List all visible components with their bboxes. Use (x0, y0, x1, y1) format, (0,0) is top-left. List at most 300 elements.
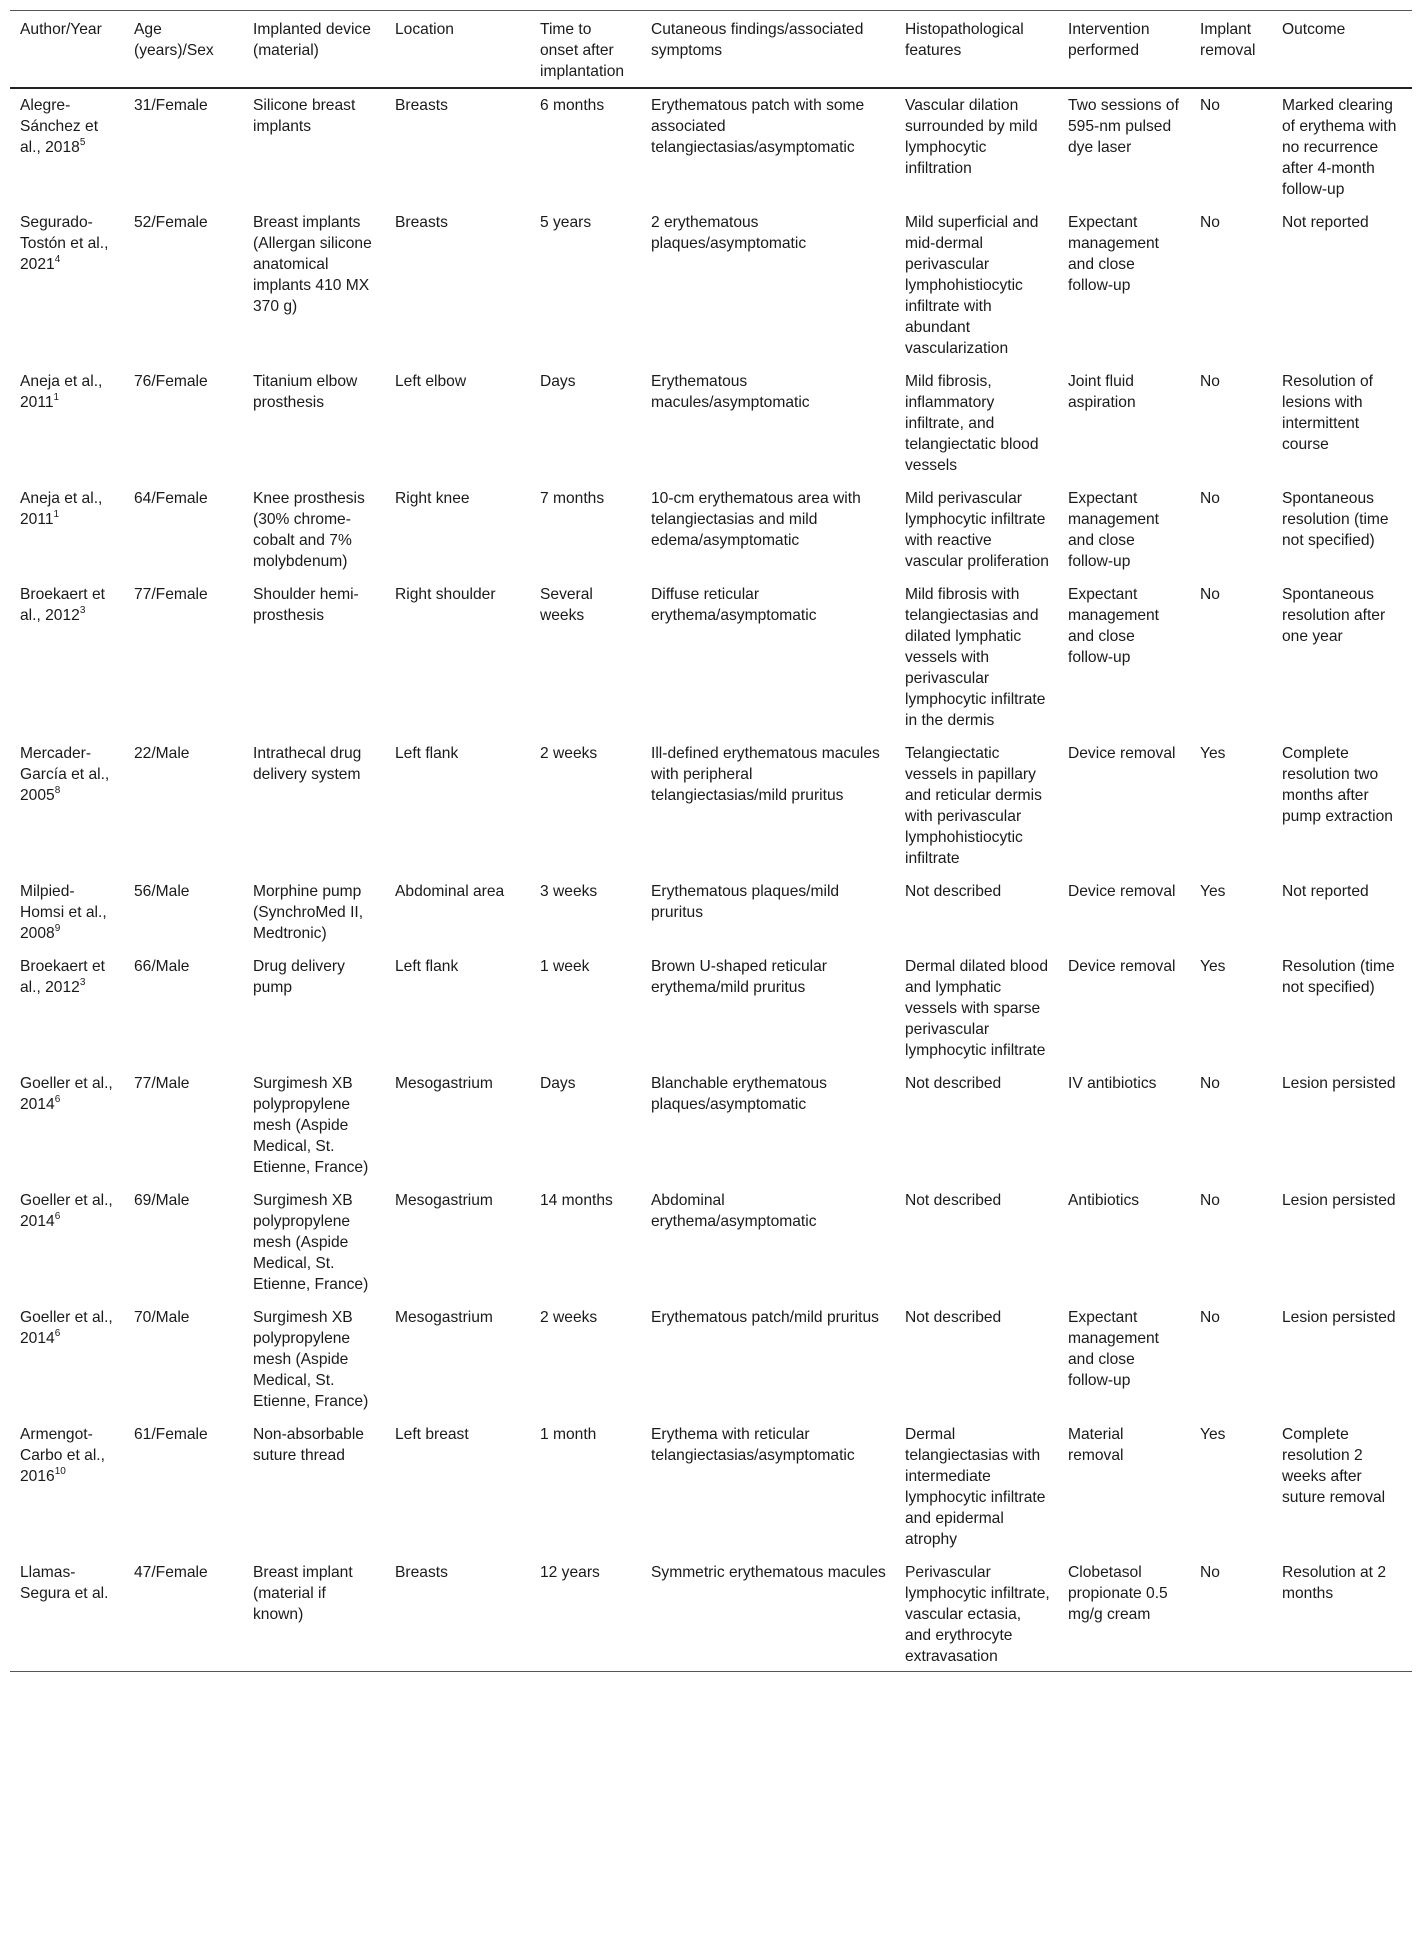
cutaneous-findings-text: Abdominal erythema/asymptomatic (651, 1192, 817, 1230)
onset-time-text: Days (540, 1075, 576, 1092)
author-year-cell (10, 206, 124, 365)
histopathology-text: Vascular dilation surrounded by mild lymphocytic infiltration (905, 97, 1038, 177)
location-cell (385, 1418, 530, 1556)
cutaneous-findings-text: Erythema with reticular telangiectasias/asymptomatic (651, 1426, 855, 1464)
outcome-cell (1272, 737, 1412, 875)
cutaneous-findings-text: Erythematous patch/mild pruritus (651, 1309, 879, 1326)
implanted-device-text: Shoulder hemi-prosthesis (253, 586, 359, 624)
location-cell (385, 88, 530, 206)
location-cell (385, 1301, 530, 1418)
location-cell (385, 206, 530, 365)
cutaneous-findings-text: Brown U-shaped reticular erythema/mild pruritus (651, 958, 827, 996)
cutaneous-findings-text: Diffuse reticular erythema/asymptomatic (651, 586, 817, 624)
age-sex-text: 70/Male (134, 1309, 190, 1326)
cutaneous-findings-cell (641, 206, 895, 365)
implant-removal-cell (1190, 578, 1272, 737)
onset-time-cell (530, 1301, 641, 1418)
histopathology-cell (895, 1556, 1058, 1672)
implant-removal-text: Yes (1200, 1426, 1226, 1443)
onset-time-text: 7 months (540, 490, 605, 507)
age-sex-text: 66/Male (134, 958, 190, 975)
reference-superscript: 9 (54, 922, 61, 934)
reference-superscript: 10 (54, 1465, 66, 1477)
intervention-cell (1058, 482, 1190, 578)
location-cell (385, 482, 530, 578)
age-sex-cell (124, 206, 243, 365)
age-sex-text: 77/Male (134, 1075, 190, 1092)
outcome-cell (1272, 1301, 1412, 1418)
implant-removal-cell (1190, 1556, 1272, 1672)
case-reports-table (10, 10, 1412, 1672)
outcome-text: Lesion persisted (1282, 1309, 1396, 1326)
histopathology-cell (895, 1418, 1058, 1556)
onset-time-text: 5 years (540, 214, 592, 231)
author-year-cell (10, 1556, 124, 1672)
histopathology-text: Dermal telangiectasias with intermediate lymphocytic infiltrate and epidermal atrophy (905, 1426, 1046, 1548)
age-sex-cell (124, 737, 243, 875)
onset-time-cell (530, 875, 641, 950)
author-year-text: Llamas-Segura et al. (20, 1564, 109, 1602)
author-year-text: Broekaert et al., 2012 (20, 586, 105, 624)
cutaneous-findings-cell (641, 1301, 895, 1418)
histopathology-text: Perivascular lymphocytic infiltrate, vascular ectasia, and erythrocyte extravasation (905, 1564, 1050, 1665)
intervention-text: Clobetasol propionate 0.5 mg/g cream (1068, 1564, 1168, 1623)
author-year-cell (10, 1184, 124, 1301)
column-header: Cutaneous findings/associated symptoms (641, 11, 895, 89)
cutaneous-findings-cell (641, 578, 895, 737)
reference-superscript: 1 (53, 508, 60, 520)
histopathology-cell (895, 482, 1058, 578)
table-row (10, 950, 1412, 1067)
location-text: Left flank (395, 745, 459, 762)
author-year-cell (10, 365, 124, 482)
intervention-cell (1058, 950, 1190, 1067)
implanted-device-text: Knee prosthesis (30% chrome-cobalt and 7% molybdenum) (253, 490, 365, 570)
histopathology-cell (895, 1301, 1058, 1418)
intervention-text: Two sessions of 595-nm pulsed dye laser (1068, 97, 1179, 156)
location-text: Left elbow (395, 373, 467, 390)
age-sex-text: 64/Female (134, 490, 208, 507)
histopathology-text: Not described (905, 1309, 1002, 1326)
histopathology-cell (895, 206, 1058, 365)
intervention-cell (1058, 1556, 1190, 1672)
location-text: Mesogastrium (395, 1075, 493, 1092)
cutaneous-findings-text: Blanchable erythematous plaques/asymptomatic (651, 1075, 827, 1113)
age-sex-cell (124, 1418, 243, 1556)
location-cell (385, 578, 530, 737)
column-header: Implanted device (material) (243, 11, 385, 89)
intervention-cell (1058, 1301, 1190, 1418)
outcome-text: Not reported (1282, 214, 1369, 231)
implanted-device-text: Drug delivery pump (253, 958, 345, 996)
author-year-text: Goeller et al., 2014 (20, 1075, 113, 1113)
implanted-device-cell (243, 1184, 385, 1301)
column-header: Intervention performed (1058, 11, 1190, 89)
implant-removal-cell (1190, 1301, 1272, 1418)
onset-time-text: 12 years (540, 1564, 600, 1581)
cutaneous-findings-cell (641, 1418, 895, 1556)
outcome-text: Complete resolution two months after pump extraction (1282, 745, 1393, 825)
reference-superscript: 4 (54, 253, 61, 265)
location-text: Right knee (395, 490, 470, 507)
outcome-text: Resolution of lesions with intermittent course (1282, 373, 1374, 453)
column-header: Outcome (1272, 11, 1412, 89)
location-cell (385, 875, 530, 950)
outcome-text: Resolution at 2 months (1282, 1564, 1387, 1602)
implanted-device-text: Breast implant (material if known) (253, 1564, 353, 1623)
implant-removal-text: No (1200, 373, 1220, 390)
intervention-text: Expectant management and close follow-up (1068, 214, 1160, 294)
author-year-cell (10, 482, 124, 578)
age-sex-cell (124, 88, 243, 206)
column-header: Implant removal (1190, 11, 1272, 89)
onset-time-text: 1 week (540, 958, 590, 975)
onset-time-cell (530, 578, 641, 737)
implanted-device-text: Titanium elbow prosthesis (253, 373, 358, 411)
age-sex-cell (124, 1184, 243, 1301)
reference-superscript: 6 (54, 1210, 61, 1222)
histopathology-text: Not described (905, 883, 1002, 900)
author-year-cell (10, 578, 124, 737)
onset-time-cell (530, 88, 641, 206)
location-cell (385, 1067, 530, 1184)
implant-removal-cell (1190, 950, 1272, 1067)
intervention-text: Expectant management and close follow-up (1068, 490, 1160, 570)
implanted-device-cell (243, 1556, 385, 1672)
histopathology-text: Not described (905, 1075, 1002, 1092)
implant-removal-cell (1190, 1418, 1272, 1556)
age-sex-text: 31/Female (134, 97, 208, 114)
implanted-device-cell (243, 365, 385, 482)
age-sex-text: 69/Male (134, 1192, 190, 1209)
outcome-cell (1272, 950, 1412, 1067)
location-text: Right shoulder (395, 586, 496, 603)
onset-time-text: 6 months (540, 97, 605, 114)
outcome-text: Spontaneous resolution after one year (1282, 586, 1386, 645)
age-sex-cell (124, 482, 243, 578)
cutaneous-findings-cell (641, 365, 895, 482)
outcome-cell (1272, 578, 1412, 737)
location-text: Breasts (395, 214, 448, 231)
implanted-device-text: Morphine pump (SynchroMed II, Medtronic) (253, 883, 364, 942)
cutaneous-findings-text: Erythematous plaques/mild pruritus (651, 883, 840, 921)
table-row (10, 737, 1412, 875)
histopathology-text: Mild superficial and mid-dermal perivascular lymphohistiocytic infiltrate with abundant vascularization (905, 214, 1039, 357)
table-row (10, 365, 1412, 482)
cutaneous-findings-cell (641, 950, 895, 1067)
histopathology-cell (895, 875, 1058, 950)
histopathology-cell (895, 1067, 1058, 1184)
author-year-text: Milpied-Homsi et al., 2008 (20, 883, 107, 942)
histopathology-text: Mild fibrosis, inflammatory infiltrate, and telangiectatic blood vessels (905, 373, 1039, 474)
outcome-cell (1272, 1067, 1412, 1184)
location-cell (385, 1184, 530, 1301)
author-year-cell (10, 875, 124, 950)
implanted-device-cell (243, 950, 385, 1067)
table-row (10, 1184, 1412, 1301)
intervention-cell (1058, 88, 1190, 206)
reference-superscript: 1 (53, 391, 60, 403)
outcome-text: Resolution (time not specified) (1282, 958, 1395, 996)
outcome-text: Complete resolution 2 weeks after suture removal (1282, 1426, 1386, 1506)
table-row (10, 206, 1412, 365)
implanted-device-text: Silicone breast implants (253, 97, 356, 135)
onset-time-cell (530, 1418, 641, 1556)
onset-time-cell (530, 1556, 641, 1672)
intervention-text: Device removal (1068, 745, 1176, 762)
implant-removal-cell (1190, 875, 1272, 950)
location-text: Mesogastrium (395, 1192, 493, 1209)
implant-removal-cell (1190, 365, 1272, 482)
column-header: Histopathological features (895, 11, 1058, 89)
implanted-device-cell (243, 875, 385, 950)
author-year-text: Alegre-Sánchez et al., 2018 (20, 97, 99, 156)
implanted-device-cell (243, 206, 385, 365)
author-year-cell (10, 737, 124, 875)
author-year-text: Armengot-Carbo et al., 2016 (20, 1426, 105, 1485)
outcome-text: Lesion persisted (1282, 1192, 1396, 1209)
author-year-text: Segurado-Tostón et al., 2021 (20, 214, 109, 273)
location-cell (385, 737, 530, 875)
cutaneous-findings-text: Ill-defined erythematous macules with peripheral telangiectasias/mild pruritus (651, 745, 880, 804)
histopathology-cell (895, 737, 1058, 875)
age-sex-cell (124, 1067, 243, 1184)
reference-superscript: 3 (79, 604, 86, 616)
implanted-device-text: Surgimesh XB polypropylene mesh (Aspide Medical, St. Etienne, France) (253, 1309, 369, 1410)
age-sex-text: 52/Female (134, 214, 208, 231)
implant-removal-cell (1190, 206, 1272, 365)
location-text: Left flank (395, 958, 459, 975)
onset-time-cell (530, 482, 641, 578)
author-year-text: Mercader-García et al., 2005 (20, 745, 110, 804)
outcome-text: Marked clearing of erythema with no recurrence after 4-month follow-up (1282, 97, 1397, 198)
column-header: Age (years)/Sex (124, 11, 243, 89)
cutaneous-findings-cell (641, 737, 895, 875)
intervention-text: Joint fluid aspiration (1068, 373, 1136, 411)
histopathology-cell (895, 950, 1058, 1067)
implanted-device-text: Intrathecal drug delivery system (253, 745, 362, 783)
age-sex-cell (124, 875, 243, 950)
age-sex-cell (124, 1301, 243, 1418)
location-cell (385, 1556, 530, 1672)
outcome-text: Not reported (1282, 883, 1369, 900)
histopathology-cell (895, 578, 1058, 737)
table-container (10, 10, 1412, 1672)
onset-time-text: 14 months (540, 1192, 613, 1209)
reference-superscript: 5 (79, 136, 86, 148)
column-header: Location (385, 11, 530, 89)
intervention-text: Device removal (1068, 883, 1176, 900)
outcome-cell (1272, 206, 1412, 365)
author-year-cell (10, 1067, 124, 1184)
author-year-text: Aneja et al., 2011 (20, 490, 103, 528)
reference-superscript: 3 (79, 976, 86, 988)
table-row (10, 1301, 1412, 1418)
onset-time-text: 3 weeks (540, 883, 598, 900)
onset-time-cell (530, 950, 641, 1067)
implanted-device-text: Surgimesh XB polypropylene mesh (Aspide Medical, St. Etienne, France) (253, 1075, 369, 1176)
location-text: Mesogastrium (395, 1309, 493, 1326)
cutaneous-findings-cell (641, 1184, 895, 1301)
author-year-cell (10, 88, 124, 206)
cutaneous-findings-text: 10-cm erythematous area with telangiectasias and mild edema/asymptomatic (651, 490, 861, 549)
author-year-text: Goeller et al., 2014 (20, 1192, 113, 1230)
implant-removal-text: No (1200, 1564, 1220, 1581)
intervention-cell (1058, 1418, 1190, 1556)
age-sex-text: 76/Female (134, 373, 208, 390)
author-year-text: Goeller et al., 2014 (20, 1309, 113, 1347)
implant-removal-text: Yes (1200, 745, 1226, 762)
implant-removal-text: Yes (1200, 958, 1226, 975)
intervention-cell (1058, 578, 1190, 737)
intervention-cell (1058, 365, 1190, 482)
outcome-cell (1272, 482, 1412, 578)
location-text: Breasts (395, 1564, 448, 1581)
implant-removal-text: No (1200, 1309, 1220, 1326)
table-row (10, 1067, 1412, 1184)
outcome-cell (1272, 88, 1412, 206)
age-sex-text: 56/Male (134, 883, 190, 900)
implanted-device-cell (243, 1067, 385, 1184)
author-year-cell (10, 1418, 124, 1556)
implant-removal-text: No (1200, 1075, 1220, 1092)
implant-removal-cell (1190, 88, 1272, 206)
table-row (10, 578, 1412, 737)
implant-removal-cell (1190, 1067, 1272, 1184)
outcome-text: Spontaneous resolution (time not specified) (1282, 490, 1389, 549)
onset-time-cell (530, 1184, 641, 1301)
implanted-device-text: Breast implants (Allergan silicone anatomical implants 410 MX 370 g) (253, 214, 372, 315)
histopathology-text: Mild fibrosis with telangiectasias and dilated lymphatic vessels with perivascular lymphocytic infiltrate in the dermis (905, 586, 1046, 729)
table-row (10, 1418, 1412, 1556)
implant-removal-cell (1190, 737, 1272, 875)
implant-removal-text: No (1200, 1192, 1220, 1209)
reference-superscript: 8 (54, 784, 61, 796)
location-text: Breasts (395, 97, 448, 114)
implanted-device-text: Non-absorbable suture thread (253, 1426, 364, 1464)
histopathology-cell (895, 88, 1058, 206)
intervention-text: IV antibiotics (1068, 1075, 1157, 1092)
age-sex-cell (124, 1556, 243, 1672)
implant-removal-text: No (1200, 214, 1220, 231)
age-sex-text: 77/Female (134, 586, 208, 603)
author-year-text: Aneja et al., 2011 (20, 373, 103, 411)
reference-superscript: 6 (54, 1327, 61, 1339)
reference-superscript: 6 (54, 1093, 61, 1105)
outcome-cell (1272, 1556, 1412, 1672)
implant-removal-text: No (1200, 586, 1220, 603)
header-row (10, 11, 1412, 89)
implanted-device-cell (243, 1301, 385, 1418)
location-text: Left breast (395, 1426, 469, 1443)
onset-time-text: 1 month (540, 1426, 597, 1443)
location-cell (385, 950, 530, 1067)
author-year-cell (10, 1301, 124, 1418)
cutaneous-findings-cell (641, 1556, 895, 1672)
onset-time-text: 2 weeks (540, 745, 598, 762)
implanted-device-text: Surgimesh XB polypropylene mesh (Aspide Medical, St. Etienne, France) (253, 1192, 369, 1293)
table-row (10, 482, 1412, 578)
cutaneous-findings-cell (641, 1067, 895, 1184)
implant-removal-text: No (1200, 97, 1220, 114)
intervention-text: Material removal (1068, 1426, 1124, 1464)
column-header: Author/Year (10, 11, 124, 89)
author-year-text: Broekaert et al., 2012 (20, 958, 105, 996)
table-row (10, 1556, 1412, 1672)
intervention-cell (1058, 206, 1190, 365)
histopathology-text: Dermal dilated blood and lymphatic vessels with sparse perivascular lymphocytic infiltrate (905, 958, 1049, 1059)
histopathology-cell (895, 365, 1058, 482)
onset-time-cell (530, 365, 641, 482)
implanted-device-cell (243, 482, 385, 578)
cutaneous-findings-cell (641, 482, 895, 578)
onset-time-text: Days (540, 373, 576, 390)
onset-time-text: 2 weeks (540, 1309, 598, 1326)
intervention-text: Expectant management and close follow-up (1068, 1309, 1160, 1389)
age-sex-cell (124, 365, 243, 482)
intervention-cell (1058, 1067, 1190, 1184)
outcome-cell (1272, 1418, 1412, 1556)
column-header: Time to onset after implantation (530, 11, 641, 89)
table-row (10, 875, 1412, 950)
author-year-cell (10, 950, 124, 1067)
outcome-text: Lesion persisted (1282, 1075, 1396, 1092)
implanted-device-cell (243, 88, 385, 206)
age-sex-text: 47/Female (134, 1564, 208, 1581)
cutaneous-findings-text: Erythematous patch with some associated telangiectasias/asymptomatic (651, 97, 865, 156)
age-sex-text: 22/Male (134, 745, 190, 762)
histopathology-text: Not described (905, 1192, 1002, 1209)
cutaneous-findings-cell (641, 875, 895, 950)
implant-removal-cell (1190, 482, 1272, 578)
outcome-cell (1272, 1184, 1412, 1301)
age-sex-cell (124, 950, 243, 1067)
cutaneous-findings-text: Symmetric erythematous macules (651, 1564, 886, 1581)
implanted-device-cell (243, 578, 385, 737)
intervention-cell (1058, 875, 1190, 950)
intervention-cell (1058, 1184, 1190, 1301)
intervention-text: Expectant management and close follow-up (1068, 586, 1160, 666)
outcome-cell (1272, 875, 1412, 950)
histopathology-cell (895, 1184, 1058, 1301)
table-body (10, 88, 1412, 1672)
onset-time-cell (530, 206, 641, 365)
histopathology-text: Telangiectatic vessels in papillary and reticular dermis with perivascular lymphohistiocytic infiltrate (905, 745, 1042, 867)
implant-removal-text: Yes (1200, 883, 1226, 900)
implanted-device-cell (243, 737, 385, 875)
implanted-device-cell (243, 1418, 385, 1556)
onset-time-cell (530, 1067, 641, 1184)
age-sex-cell (124, 578, 243, 737)
location-text: Abdominal area (395, 883, 505, 900)
onset-time-text: Several weeks (540, 586, 593, 624)
intervention-text: Antibiotics (1068, 1192, 1140, 1209)
cutaneous-findings-cell (641, 88, 895, 206)
implant-removal-cell (1190, 1184, 1272, 1301)
age-sex-text: 61/Female (134, 1426, 208, 1443)
implant-removal-text: No (1200, 490, 1220, 507)
onset-time-cell (530, 737, 641, 875)
location-cell (385, 365, 530, 482)
outcome-cell (1272, 365, 1412, 482)
table-header (10, 11, 1412, 89)
histopathology-text: Mild perivascular lymphocytic infiltrate with reactive vascular proliferation (905, 490, 1049, 570)
table-row (10, 88, 1412, 206)
intervention-text: Device removal (1068, 958, 1176, 975)
cutaneous-findings-text: 2 erythematous plaques/asymptomatic (651, 214, 807, 252)
intervention-cell (1058, 737, 1190, 875)
cutaneous-findings-text: Erythematous macules/asymptomatic (651, 373, 810, 411)
